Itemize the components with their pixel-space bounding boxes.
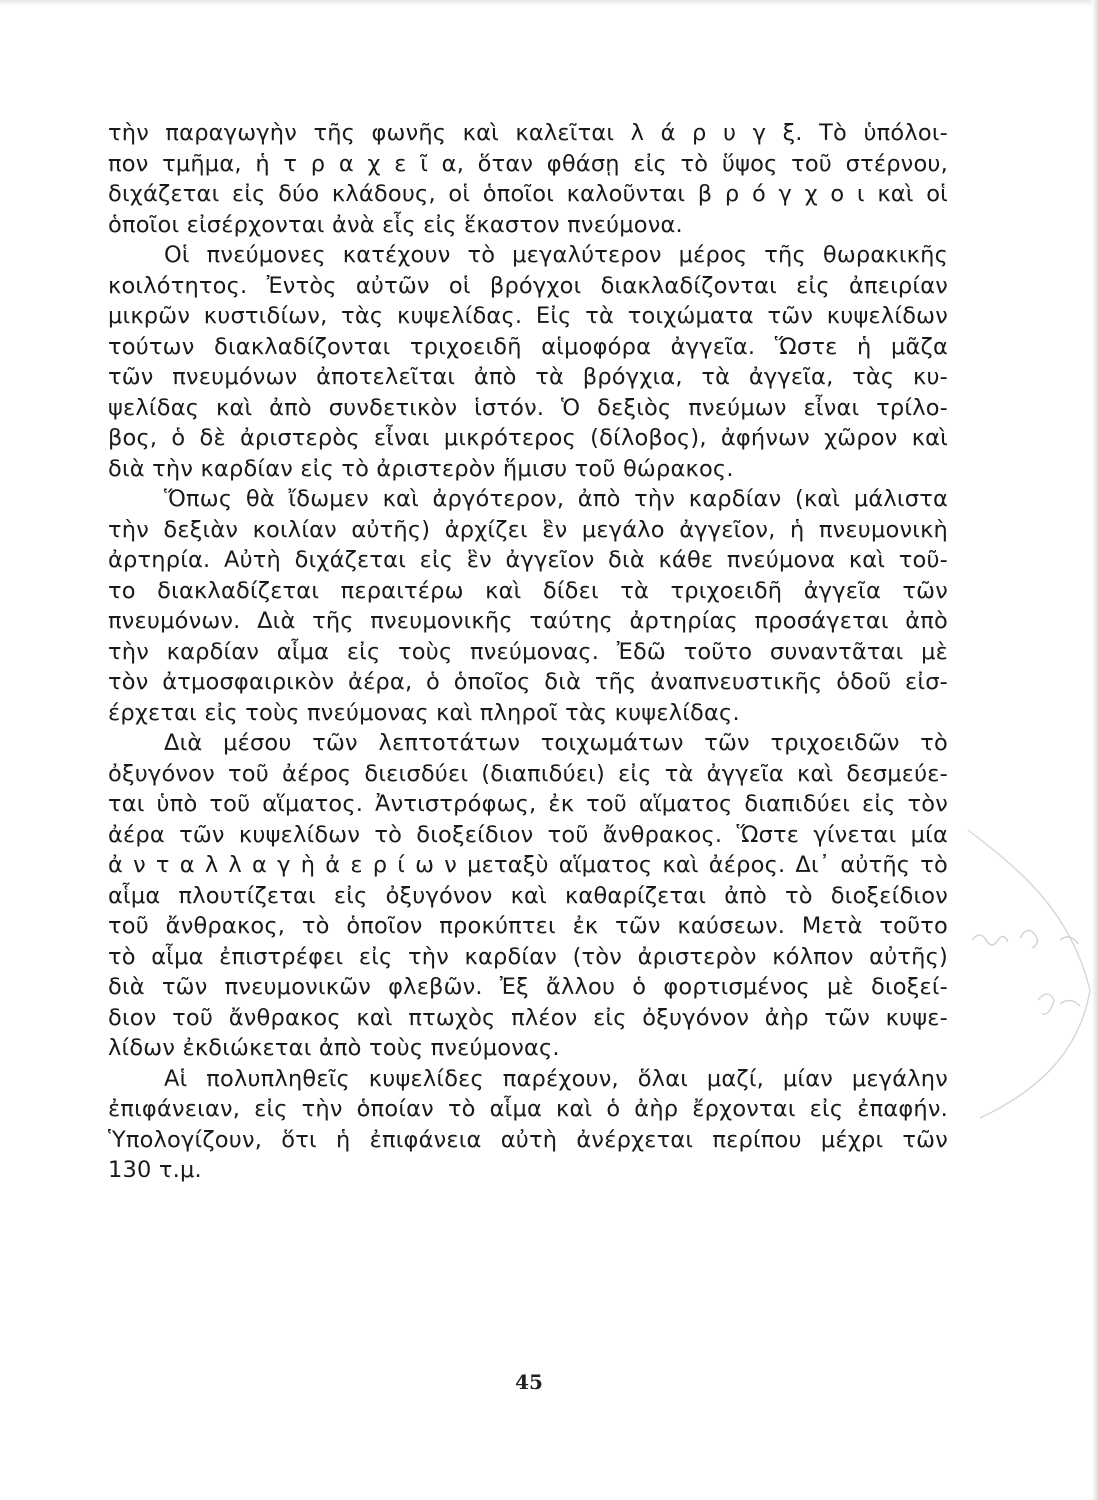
text-line: τὴν παραγωγὴν τῆς φωνῆς καὶ καλεῖται λ ά ρ υ γ ξ. Τὸ ὑπόλοι- [108,120,948,146]
text-line: ἐπιφάνειαν, εἰς τὴν ὁποίαν τὸ αἷμα καὶ ὁ ἀὴρ ἔρχονται εἰς ἐπαφήν. [108,1096,948,1122]
text-line: πνευμόνων. Διὰ τῆς πνευμονικῆς ταύτης ἀρτηρίας προσάγεται ἀπὸ [108,608,948,634]
text-line: διχάζεται εἰς δύο κλάδους, οἱ ὁποῖοι καλοῦνται β ρ ό γ χ ο ι καὶ οἱ [108,181,948,207]
text-line: λίδων ἐκδιώκεται ἀπὸ τοὺς πνεύμονας. [108,1035,560,1061]
page-number: 45 [515,1370,543,1394]
text-line: ἀρτηρία. Αὐτὴ διχάζεται εἰς ἓν ἀγγεῖον διὰ κάθε πνεύμονα καὶ τοῦ- [108,547,948,573]
text-line: Ὅπως θὰ ἴδωμεν καὶ ἀργότερον, ἀπὸ τὴν καρδίαν (καὶ μάλιστα [164,486,948,512]
scan-edge-top [0,0,1098,6]
text-line: Ὑπολογίζουν, ὅτι ἡ ἐπιφάνεια αὐτὴ ἀνέρχεται περίπου μέχρι τῶν [108,1126,948,1153]
text-line: ὁποῖοι εἰσέρχονται ἀνὰ εἷς εἰς ἕκαστον πνεύμονα. [108,211,683,238]
text-line: κοιλότητος. Ἐντὸς αὐτῶν οἱ βρόγχοι διακλαδίζονται εἰς ἀπειρίαν [108,272,948,299]
text-line: τῶν πνευμόνων ἀποτελεῖται ἀπὸ τὰ βρόγχια, τὰ ἀγγεῖα, τὰς κυ- [108,364,948,390]
text-line: Αἱ πολυπληθεῖς κυψελίδες παρέχουν, ὅλαι μαζί, μίαν μεγάλην [164,1065,948,1092]
text-line: τὴν καρδίαν αἷμα εἰς τοὺς πνεύμονας. Ἐδῶ τοῦτο συναντᾶται μὲ [108,638,948,665]
pencil-marginalia [960,790,1098,1120]
text-line: το διακλαδίζεται περαιτέρω καὶ δίδει τὰ τριχοειδῆ ἀγγεῖα τῶν [108,577,948,604]
text-line: ὀξυγόνον τοῦ ἀέρος διεισδύει (διαπιδύει) εἰς τὰ ἀγγεῖα καὶ δεσμεύε- [108,760,948,787]
text-line: Οἱ πνεύμονες κατέχουν τὸ μεγαλύτερον μέρος τῆς θωρακικῆς [164,242,948,268]
text-line: διὰ τῶν πνευμονικῶν φλεβῶν. Ἐξ ἄλλου ὁ φορτισμένος μὲ διοξεί- [108,974,948,1000]
text-line: τούτων διακλαδίζονται τριχοειδῆ αἱμοφόρα ἀγγεῖα. Ὥστε ἡ μᾶζα [108,333,948,360]
text-line: 130 τ.μ. [108,1157,202,1183]
text-line: Διὰ μέσου τῶν λεπτοτάτων τοιχωμάτων τῶν τριχοειδῶν τὸ [164,730,948,756]
scan-edge-right [1092,0,1098,1500]
text-line: βος, ὁ δὲ ἀριστερὸς εἶναι μικρότερος (δίλοβος), ἀφήνων χῶρον καὶ [108,425,948,451]
pencil-annotation-drawing [960,790,1098,1120]
text-line: διὰ τὴν καρδίαν εἰς τὸ ἀριστερὸν ἥμισυ τοῦ θώρακος. [108,455,734,482]
text-line: ψελίδας καὶ ἀπὸ συνδετικὸν ἱστόν. Ὁ δεξιὸς πνεύμων εἶναι τρίλο- [108,394,948,421]
text-line: μικρῶν κυστιδίων, τὰς κυψελίδας. Εἰς τὰ τοιχώματα τῶν κυψελίδων [108,303,948,329]
text-line: πον τμῆμα, ἡ τ ρ α χ ε ῖ α, ὅταν φθάσῃ εἰς τὸ ὕψος τοῦ στέρνου, [108,150,948,177]
text-line: ται ὑπὸ τοῦ αἵματος. Ἀντιστρόφως, ἐκ τοῦ αἵματος διαπιδύει εἰς τὸν [108,791,948,817]
text-line: αἷμα πλουτίζεται εἰς ὀξυγόνον καὶ καθαρίζεται ἀπὸ τὸ διοξείδιον [108,882,948,909]
text-line: ἀέρα τῶν κυψελίδων τὸ διοξείδιον τοῦ ἄνθρακος. Ὥστε γίνεται μία [108,821,948,848]
text-line: διον τοῦ ἄνθρακος καὶ πτωχὸς πλέον εἰς ὀξυγόνον ἀὴρ τῶν κυψε- [108,1004,948,1031]
text-line: τὸ αἷμα ἐπιστρέφει εἰς τὴν καρδίαν (τὸν ἀριστερὸν κόλπον αὐτῆς) [108,943,948,970]
text-line: έρχεται εἰς τοὺς πνεύμονας καὶ πληροῖ τὰς κυψελίδας. [108,699,740,726]
body-text [108,118,948,1186]
text-line: τὴν δεξιὰν κοιλίαν αὐτῆς) ἀρχίζει ἓν μεγάλο ἀγγεῖον, ἡ πνευμονικὴ [108,516,948,543]
text-line: τοῦ ἄνθρακος, τὸ ὁποῖον προκύπτει ἐκ τῶν καύσεων. Μετὰ τοῦτο [108,913,948,939]
text-line: τὸν ἀτμοσφαιρικὸν ἀέρα, ὁ ὁποῖος διὰ τῆς ἀναπνευστικῆς ὁδοῦ εἰσ- [108,669,948,695]
text-line: ἀ ν τ α λ λ α γ ὴ ἀ ε ρ ί ω ν μεταξὺ αἵματος καὶ ἀέρος. Δι᾽ αὐτῆς τὸ [108,852,948,878]
